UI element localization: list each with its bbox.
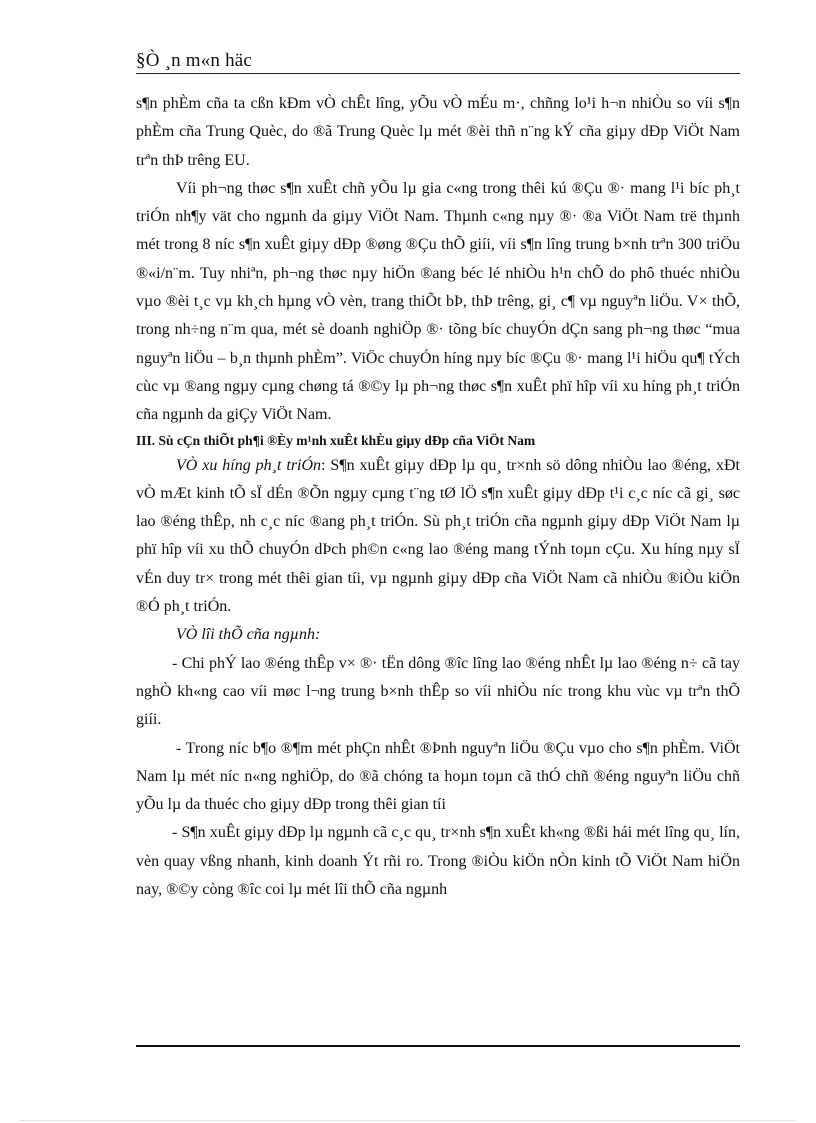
paragraph-4	[136, 621, 740, 649]
paragraph-1: s¶n phÈm cña ta cßn kÐm vÒ chÊt lîng, yÕu vÒ mÉu m·, chñng lo¹i h¬n nhiÒu so víi s¶n phÈm cña Trung Quèc, do ®ã Trung Quèc lµ mét ®èi thñ n¨ng kÝ cña giµy dÐp ViÖt Nam trªn thÞ trêng EU.	[136, 95, 740, 169]
paragraph-4-lead: VÒ lîi thÕ cña ngµnh:	[176, 626, 321, 644]
section-heading: III. Sù cÇn thiÕt ph¶i ®Èy m¹nh xuÊt khÈu giµy dÐp cña ViÖt Nam	[136, 432, 536, 448]
paragraph-7: - S¶n xuÊt giµy dÐp lµ ngµnh cã c¸c qu¸ tr×nh s¶n xuÊt kh«ng ®ßi hái mét lîng qu¸ lín, vèn quay vßng nhanh, kinh doanh Ýt rñi ro. Trong ®iÒu kiÖn nÒn kinh tÕ ViÖt Nam hiÖn nay, ®©y còng ®îc coi lµ mét lîi thÕ cña ngµnh	[136, 824, 740, 899]
paragraph-3-lead: VÒ xu híng ph¸t triÓn	[176, 456, 322, 474]
paragraph-3	[136, 452, 740, 622]
header-divider	[136, 73, 740, 74]
paragraph-3-text: : S¶n xuÊt giµy dÐp lµ qu¸ tr×nh sö dông nhiÒu lao ®éng, xÐt vÒ mÆt kinh tÕ sÏ dÉn ®Õn ngµy cµng t¨ng tØ lÖ s¶n xuÊt giµy dÐp t¹i c¸c níc cã gi¸ søc lao ®éng thÊp, nh c¸c níc ®ang ph¸t triÓn. Sù ph¸t triÓn cña ngµnh giµy dÐp ViÖt Nam lµ phï hîp víi xu thÕ chuyÓn dÞch ph©n c«ng lao ®éng mang tÝnh toµn cÇu. Xu híng nµy sÏ vÉn duy tr× trong mét thêi gian tíi, vµ ngµnh giµy dÐp cña ViÖt Nam cã nhiÒu ®iÒu kiÖn ®Ó ph¸t triÓn.	[136, 456, 740, 616]
paragraph-5: - Chi phÝ lao ®éng thÊp v× ®· tËn dông ®îc lîng lao ®éng nhÊt lµ lao ®éng n÷ cã tay nghÒ kh«ng cao víi møc l¬ng trung b×nh thÊp so víi nhiÒu níc trong khu vùc vµ trªn thÕ giíi.	[136, 654, 740, 729]
paragraph-2: Víi ph¬ng thøc s¶n xuÊt chñ yÕu lµ gia c«ng trong thêi kú ®Çu ®· mang l¹i bíc ph¸t triÓn nh¶y vät cho ngµnh da giµy ViÖt Nam. Thµnh c«ng nµy ®· ®a ViÖt Nam trë thµnh mét trong 8 níc s¶n xuÊt giµy dÐp ®øng ®Çu thÕ giíi, víi s¶n lîng trung b×nh trªn 300 triÖu ®«i/n¨m. Tuy nhiªn, ph¬ng thøc nµy hiÖn ®ang béc lé nhiÒu h¹n chÕ do phô thuéc nhiÒu vµo ®èi t¸c vµ kh¸ch hµng vÒ vèn, trang thiÕt bÞ, thÞ trêng, gi¸ c¶ vµ nguyªn liÖu. V× thÕ, trong nh÷ng n¨m qua, mét sè doanh nghiÖp ®· tõng bíc chuyÓn dÇn sang ph¬ng thøc “mua nguyªn liÖu – b¸n thµnh phÈm”. ViÖc chuyÓn híng nµy bíc ®Çu ®· mang l¹i hiÖu qu¶ tÝch cùc vµ ®ang ngµy cµng chøng tá ®©y lµ ph¬ng thøc s¶n xuÊt phï hîp víi xu híng ph¸t triÓn cña ngµnh da giÇy ViÖt Nam.	[136, 179, 740, 424]
page-header-title: §Ò ¸n m«n häc	[136, 50, 253, 71]
footer-divider	[136, 1045, 740, 1047]
paragraph-6: - Trong níc b¶o ®¶m mét phÇn nhÊt ®Þnh nguyªn liÖu ®Çu vµo cho s¶n phÈm. ViÖt Nam lµ mét níc n«ng nghiÖp, do ®ã chóng ta hoµn toµn cã thÓ chñ ®éng nguyªn liÖu chñ yÕu lµ da thuéc cho giµy dÐp trong thêi gian tíi	[136, 739, 740, 814]
page-bottom-dotted-line	[20, 1120, 796, 1122]
document-body	[136, 90, 740, 904]
